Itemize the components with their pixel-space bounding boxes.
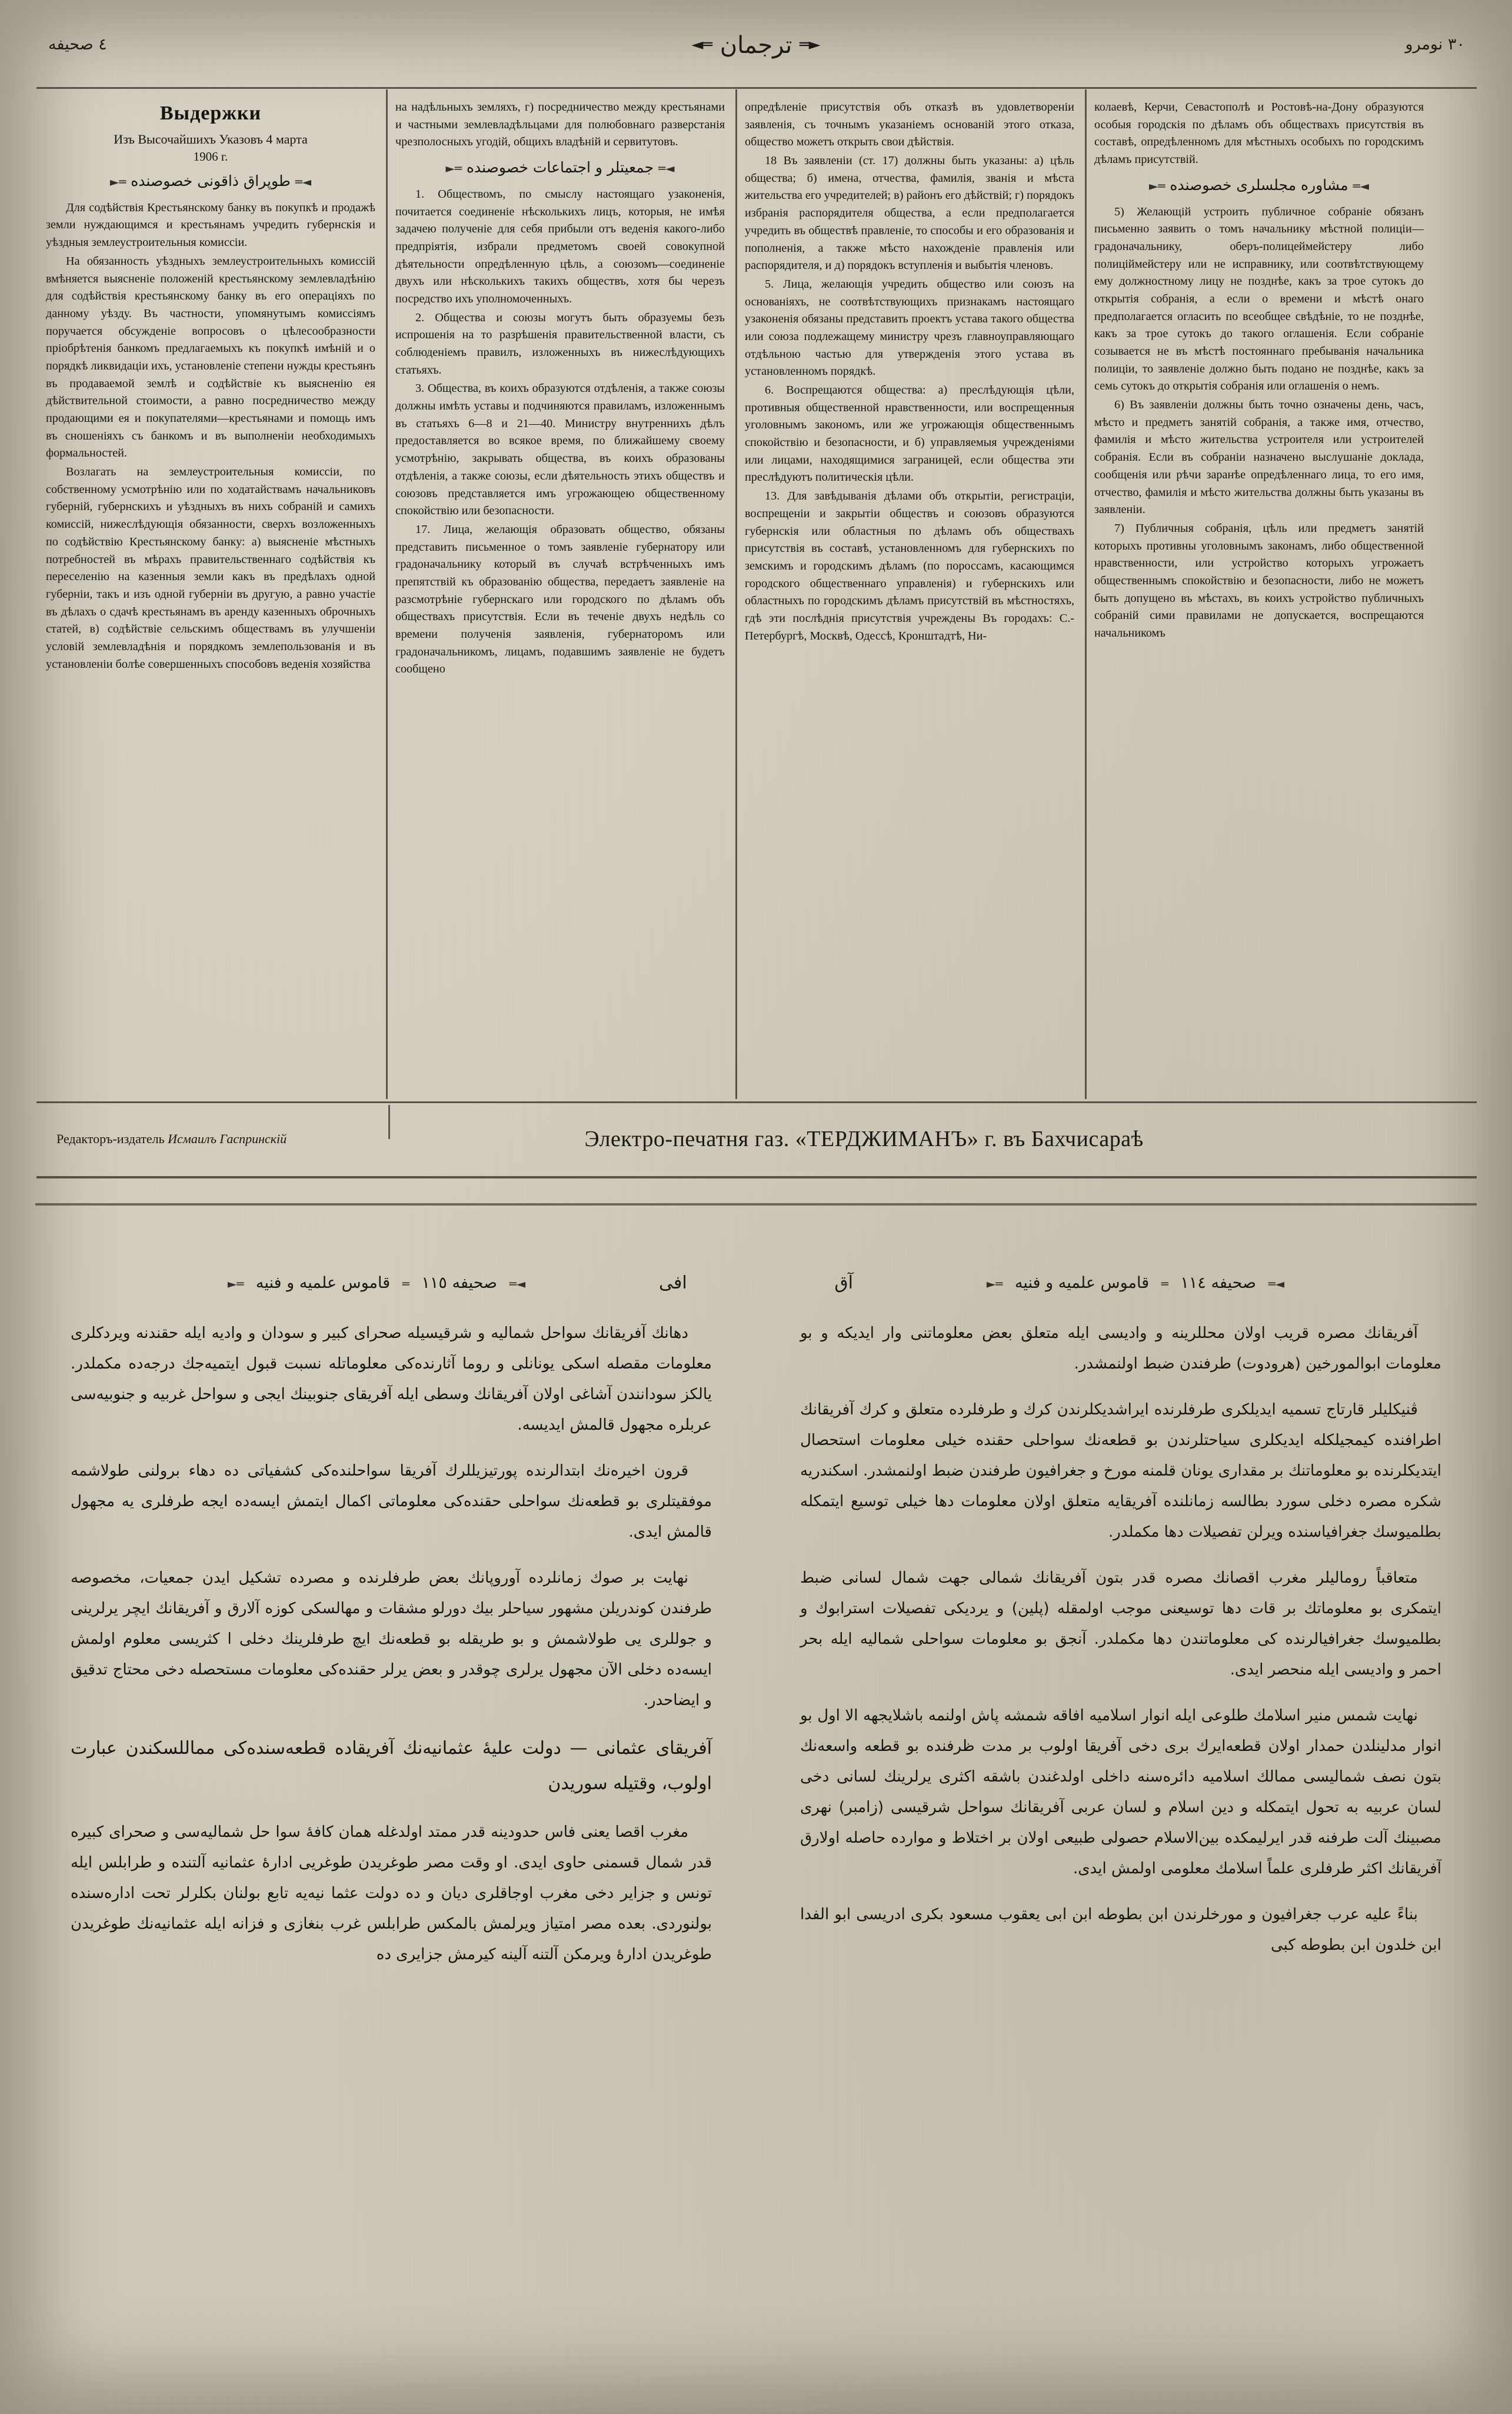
article-subtitle-line-1: Изъ Высочайшихъ Указовъ 4 марта: [114, 131, 308, 146]
column-4-arabic-heading: [1094, 175, 1424, 197]
ornament-icon: ◄═: [295, 175, 312, 189]
page-number-left: ٤ صحیفه: [48, 35, 107, 54]
paragraph: بناءً علیه عرب جغرافیون و مورخلرندن ابن بطوطه ابن ابی یعقوب مسعود بكری ادریسی ابو الفدا ابن خلدون ابن بطوطه كبی: [800, 1906, 1441, 1954]
colophon: [36, 1104, 1477, 1174]
header-rule: [36, 87, 1477, 89]
article-subtitle-line-2: 1906 г.: [193, 149, 228, 164]
ottoman-column-left: [71, 1318, 712, 1985]
ottoman-subheading: آفریقای عثمانی — دولت علیهٔ عثمانیه‌نك آفریقا‌ده قطعه‌سنده‌كی مماللسكندن عبارت اولوب، وقتیله سوریدن: [71, 1738, 712, 1794]
section-divider-rule: [35, 1203, 1477, 1206]
paragraph: 5. Лица, желающія учредить общество или союзъ на основаніяхъ, не соотвѣтствующихъ признакамъ настоящаго узаконенія обязаны представить проектъ устава такого общества или союза подлежащему министру чрезъ главноуправляющаго отдѣльною частью для утвержденія этого устава въ установленномъ порядкѣ.: [745, 277, 1074, 378]
ornament-icon: ═►: [445, 161, 462, 176]
paragraph: колаевѣ, Керчи, Севастополѣ и Ростовѣ-на-Дону образуются особыя городскія по дѣламъ объ обществахъ присутствія въ составѣ, опредѣленномъ для мѣстныхъ особыхъ по городскимъ дѣламъ присутствій.: [1094, 101, 1424, 167]
folio-left: افی: [659, 1273, 687, 1293]
paragraph: نهایت شمس منیر اسلامك طلوعی ایله انوار اسلامیه افاقه شمشه پاش اولنمه باشلایجهه الا اول بو انوار مدلینلدن حمدار اولان قطعه‌ایرك بری دخی آفریقا اولوب بر مدت ظرفنده بو قطعه واسعه‌نك بتون نصف شمالیسی ممالك اسلامیه دائره‌سنه داخلی اولدغندن باشقه اكثری یرلرینك لسانی دخی لسان عربیه به تحول ایتمكله و دین اسلام و لسان عربی آفریقانك سواحل شرقیسی (زامبر) نهری مصبینك آلت طرفنه قدر ایرلیمكده بین‌الاسلام حصولی طبیعی اولان بر اختلاط و موارده حاصله اولارق آفریقانك اكثر طرفلری علماً اسلامك معلومی اولمش ایدی.: [800, 1707, 1441, 1877]
running-head-right-page: صحیفه ١١٤: [1180, 1274, 1257, 1292]
paragraph: 5) Желающій устроить публичное собраніе обязанъ письменно заявить о томъ начальнику мѣстной полиціи—градоначальнику, оберъ-полицеймейстеру либо полиціймейстеру или не исправнику, или соотвѣтствующему ему должностному лицу не позднѣе, какъ за трое сутокъ до открытія собранія, а если о времени и мѣстѣ онаго предполагается огласить по всеобщее свѣдѣніе, то не позднѣе, какъ за трое сутокъ до такого оглашенія. Если собраніе созывается не въ мѣстѣ постояннаго пребыванія начальника полиціи, то заявленіе должно быть подано не позднѣе, какъ за семь сутокъ до открытія собранія или оглашенія о немъ.: [1094, 205, 1424, 393]
editor-label: Редакторъ-издатель: [56, 1131, 165, 1146]
masthead-title: [691, 32, 820, 59]
ornament-icon: ═►: [109, 175, 126, 189]
article-column-1: [46, 99, 375, 674]
paragraph: 2. Общества и союзы могутъ быть образуемы безъ испрошенія на то разрѣшенія правительственной власти, съ соблюденіемъ правилъ, изложенныхъ въ нижеслѣдующихъ статьяхъ.: [395, 311, 725, 377]
paragraph: 3. Общества, въ коихъ образуются отдѣленія, а также союзы должны имѣть уставы и подчиняются правиламъ, изложеннымъ въ статьяхъ 6—8 и 21—40. Министру внутреннихъ дѣлъ предоставляется во всякое время, по ближайшему своему усмотрѣнію, закрывать общества, въ коихъ образованы отдѣленія, а также союзы, если дѣятельность этихъ обществъ и союзовъ представляется имъ угрожающею общественному спокойствію или безопасности.: [395, 382, 725, 518]
paragraph: ڤنیكلیلر قارتاج تسمیه ایدیلكری طرفلرنده ایراشدیكلرندن كرك و طرفلرده متعلق و كرك آفریقانك اطرافنده كیمجیلكله ایدیكلری سیاحتلرندن بو قطعه‌نك سواحلی حقنده خیلی معلومات استحصال ایتدیكلرنده بو معلوماتنك بر مقداری یونان قلمنه مورخ و جغرافیون طرفندن ضبط اولنمشدر. اسكندریه شكره مصره دخلی سورد بطالسه زمانلنده آفریقایه متعلق اولان معلومات دها خیلی توسیع ایتمكله بطلمیوسك جغرافیاسنده ویرلن تفصیلات دها مكملدر.: [800, 1401, 1441, 1541]
article-arabic-heading-text: طوپراق ذاقونی خصوصنده: [131, 172, 291, 189]
ornament-icon: ◄═: [658, 161, 675, 176]
column-separator-3: [1085, 89, 1087, 1099]
paragraph: опредѣленіе присутствія объ отказѣ въ удовлетвореніи заявленія, съ точнымъ указаніемъ основаній этого отказа, общество можетъ открыть свои дѣйствія.: [745, 101, 1074, 149]
paragraph: 13. Для завѣдыванія дѣлами объ открытіи, регистраціи, воспрещеніи и закрытіи обществъ и союзовъ образуются губернскія или областныя по дѣламъ объ обществахъ присутствія въ составѣ, установленномъ для губернскихъ по земскимъ и городскимъ дѣламъ (по пороссамъ, касающимся городского общественнаго управленія) и губернскихъ или областныхъ по городскимъ дѣламъ присутствій въ мѣстностяхъ, гдѣ эти послѣднія присутствія учреждены Въ городахъ: С.-Петербургѣ, Москвѣ, Одессѣ, Кронштадтѣ, Ни-: [745, 490, 1074, 642]
running-head-left-title: قاموس علمیه و فنیه: [255, 1274, 391, 1292]
column-2-arabic-heading: [395, 157, 725, 179]
running-head-right-title: قاموس علمیه و فنیه: [1014, 1274, 1150, 1292]
paragraph: متعاقباً رومالیلر مغرب اقصانك مصره قدر بتون آفریقانك شمالی جهت شمال لسانی ضبط ایتمكری بو معلوماتك بر قات دها توسیعنی موجب اولمقله (پلین) و یردیكی تفصیلات استرابوك و بطلمیوسك جغرافیالرنده كی معلوماتندن دها مكملدر. آنجق بو معلومات سواحلی شمالیه ایله بحر احمر و وادیسی ایله منحصر ایدی.: [800, 1569, 1441, 1679]
article-column-2: [395, 99, 725, 680]
ornament-icon: ═►: [986, 1277, 1003, 1291]
article-column-4: [1094, 99, 1424, 644]
article-arabic-heading: [46, 171, 375, 192]
paragraph: 1. Обществомъ, по смыслу настоящаго узаконенія, почитается соединеніе нѣсколькихъ лицъ, которыя, не имѣя задачею полученіе для себя прибыли отъ веденія какого-либо предпріятія, избрали предметомъ своей совокупной дѣятельности опредѣленную цѣль, а союзомъ—соединеніе двухъ или нѣсколькихъ такихъ обществъ, хотя бы черезъ посредство ихъ уполномоченныхъ.: [395, 187, 725, 305]
ornament-icon: ═: [1161, 1277, 1168, 1291]
article-column-3: [745, 99, 1074, 646]
paragraph: 18 Въ заявленіи (ст. 17) должны быть указаны: а) цѣль общества; б) имена, отчества, фамилія, званія и мѣста жительства его учредителей; в) районъ его дѣйствій; г) порядокъ избранія распорядителя общества, а если предполагается учредить въ обществѣ правленіе, то способы и его образованія и пополненія, а также мѣсто нахожденіе правленія или распорядителя, и д) порядокъ вступленія и выбытія членовъ.: [745, 154, 1074, 272]
paragraph: دهانك آفریقانك سواحل شمالیه و شرقیسیله صحرای كبیر و سودان و وادیه ایله حقندنه ویردكلری معلومات مقصله اسكی یونانلی و روما آثارندەكی معلوماتله نسبت قبول ایتمیه‌جك درجه‌ده مكملدر. یالكز سودانندن آشاغی اولان آفریقانك وسطی ایله آفریقای جنوبینك ایجی و سواحل غربیه و جنوبیه‌سی عربلره مجهول قالمش ایدیسه.: [71, 1324, 712, 1434]
ornament-left-icon: ◄═: [691, 36, 712, 54]
running-head-left: [112, 1274, 641, 1292]
ornament-icon: ═►: [227, 1277, 244, 1291]
paragraph: На обязанность уѣздныхъ землеустроительныхъ комиссій вмѣняется выясненіе положеній крестьянскому землевладѣнію для содѣйствія крестьянскому банку въ его операціяхъ по данному уѣзду. Въ частности, упомянутымъ комиссіямъ поручается обсужденіе вопросовъ о цѣлесообразности пріобрѣтенія банкомъ предлагаемыхъ къ покупкѣ имѣній и о порядкѣ ликвидаціи ихъ, установленіе степени нужды крестьянъ въ продаваемой землѣ и содѣйствіе къ выясненію ея дѣйствительной стоимости, а равно посредничество между продающими ея и покупателями—крестьянами и помощь имъ въ сношеніяхъ съ банкомъ и въ выполненіи необходимыхъ формальностей.: [46, 254, 375, 460]
paragraph: на надѣльныхъ земляхъ, г) посредничество между крестьянами и частными землевладѣльцами для полюбовнаго разверстанія чрезполосныхъ угодій, общихъ владѣній и сервитутовъ.: [395, 101, 725, 149]
paragraph: 7) Публичныя собранія, цѣль или предметъ занятій которыхъ противны уголовнымъ законамъ, либо общественной нравственности, или устройство которыхъ угрожаетъ общественнымъ спокойствію и безопасности, либо не можетъ быть допущено въ мѣстахъ, въ коихъ устройство публичныхъ собраній сими правилами не допускается, воспрещаются начальникомъ: [1094, 521, 1424, 640]
ottoman-section: [0, 1203, 1512, 2414]
ornament-icon: ◄═: [1268, 1277, 1285, 1291]
ottoman-column-right: [800, 1318, 1441, 1976]
article-title: Выдержки: [159, 102, 262, 124]
paragraph: 6. Воспрещаются общества: а) преслѣдующія цѣли, противныя общественной нравственности, или воспрещенныя уголовнымъ закономъ, или же угрожающія общественнымъ спокойствію и безопасности, и б) управляемыя учрежденіями или лицами, находящимися заграницей, если общества эти преслѣдуютъ политическія цѣли.: [745, 384, 1074, 484]
paragraph: Для содѣйствія Крестьянскому банку въ покупкѣ и продажѣ земли нуждающимся и крестьянамъ учредить губернскія и уѣздныя землеустроительныя комиссіи.: [46, 201, 375, 249]
paragraph: مغرب اقصا یعنی فاس حدودینه قدر ممتد اولدغله همان كافهٔ سوا حل شمالیه‌سی و صحرای كبیره قدر شمال قسمنی حاوی ایدی. او وقت مصر طوغریدن طوغریی ادارهٔ عثمانیه آلتنده و طرابلس ایله تونس و جزایر دخی مغرب اوجاقلری دیان و ده دولت عثما نیه‌یه تابع بولنان بكلرلر تحت اداره‌سنده بولنوردی. بعده مصر امتیاز ویرلمش بالمكس طرابلس غرب بنغازی و فزانه ایله عثمانیه‌نك طوغریدن طوغریدن ادارهٔ ویرمكن آلتنه آلینه كیرمش جزایری ده: [71, 1823, 712, 1963]
paragraph: قرون اخیره‌نك ابتدالرنده پورتیزیللرك آفریقا سواحلنده‌كی كشفیاتی ده دهاء برولنی طولاشمه موفقیتلری بو قطعه‌نك سواحلی حقنده‌كی معلوماتی اكمال ایتمش ایسه‌ده ایجه طرفلری یه مجهول قالمش ایدی.: [71, 1462, 712, 1541]
column-separator-1: [386, 89, 388, 1099]
paragraph: Возлагать на землеустроительныя комиссіи, по собственному усмотрѣнію или по ходатайствамъ начальниковъ губерній, губернскихъ и уѣздныхъ въ нихъ собраній и самихъ комиссій, нижеслѣдующія обязанности, сверхъ возложенныхъ по содѣйствію Крестьянскому банку: а) выясненіе мѣстныхъ потребностей въ мѣрахъ правительственнаго содѣйствія къ переселенію на казенныя земли какъ въ предѣлахъ одной губерніи, такъ и изъ одной губерніи въ другую, а равно участіе въ дѣлахъ о сдачѣ крестьянамъ въ аренду казенныхъ оброчныхъ статей, в) содѣйствіе сельскимъ обществамъ въ улучшеніи условій землевладѣнія и порядкомъ землепользованія и въ установленіи болѣе совершенныхъ способовъ веденія хозяйства: [46, 465, 375, 671]
paragraph: 6) Въ заявленіи должны быть точно означены день, часъ, мѣсто и предметъ занятій собранія, а также имя, отчество, фамилія и мѣсто жительства устроителя или устроителей собранія. Если въ собраніи назначено выслушаніе доклада, сообщенія или рѣчи заранѣе опредѣленнаго лица, то его имя, отчество, фамилія и мѣсто жительства должны быть указаны въ заявленіи.: [1094, 398, 1424, 517]
column-separator-2: [735, 89, 737, 1099]
press-imprint: Электро-печатня газ. «ТЕРДЖИМАНЪ» г. въ Бахчисараѣ: [584, 1127, 1144, 1151]
masthead: [35, 31, 1477, 84]
ornament-icon: ◄═: [1353, 178, 1369, 193]
column-4-arabic-heading-text: مشاورە مجلسلری خصوصنده: [1170, 176, 1348, 194]
footer-rule-top: [36, 1101, 1477, 1103]
paragraph: آفریقانك مصره قریب اولان محللرینه و وادیسی ایله متعلق بعض معلوماتنی وار ایدیكه و بو معلومات ابوالمورخین (هرودوت) طرفندن ضبط اولنمشدر.: [800, 1324, 1441, 1373]
editor-credit: [36, 1131, 287, 1147]
column-2-arabic-heading-text: جمعیتلر و اجتماعات خصوصنده: [466, 159, 654, 177]
running-head-left-page: صحیفه ١١٥: [421, 1274, 498, 1292]
russian-section: [0, 0, 1512, 1194]
ornament-right-icon: ═►: [800, 36, 821, 54]
masthead-title-text: ترجمان: [720, 32, 792, 59]
editor-name: Исмаилъ Гаспринскій: [168, 1131, 287, 1146]
running-head-right: [871, 1274, 1400, 1292]
folio-right: آق: [834, 1273, 853, 1293]
ornament-icon: ═: [402, 1277, 409, 1291]
issue-number-right: ۳۰ نومرو: [1405, 35, 1465, 54]
paragraph: 17. Лица, желающія образовать общество, обязаны представить письменное о томъ заявленіе губернатору или градоначальнику который въ случаѣ встрѣченныхъ имъ препятствій къ образованію общества, передаетъ заявленіе на разсмотрѣніе губернскаго или городского по дѣламъ объ обществахъ присутствія. Если въ теченіе двухъ недѣль со времени полученія заявленія, губернаторомъ или градоначальникомъ, лицамъ, подавшимъ заявленіе не будетъ сообщено: [395, 522, 725, 676]
paragraph: نهایت بر صوك زمانلرده آوروپانك بعض طرفلرنده و مصرده تشكیل ایدن جمعیات، مخصوصه طرفندن كوندریلن مشهور سیاحلر بیك دورلو مشقات و مهالسكی كوزه آلارق و آفریقانك ایچر یرلرینی و جوللری یی طولاشمش و بو طریقله بو قطعه‌نك ایچ طرفلرینك دخلی ا كثریسی معلوم اولمش ایسه‌ده دخلی الآن مجهول یرلری چوقدر و بعض یرلر حقنده‌كی معلومات مستحصله دخی محتاج تدقیق و ایضاحدر.: [71, 1569, 712, 1709]
ornament-icon: ◄═: [509, 1277, 526, 1291]
footer-rule-bottom: [36, 1176, 1477, 1178]
ornament-icon: ═►: [1149, 178, 1165, 193]
